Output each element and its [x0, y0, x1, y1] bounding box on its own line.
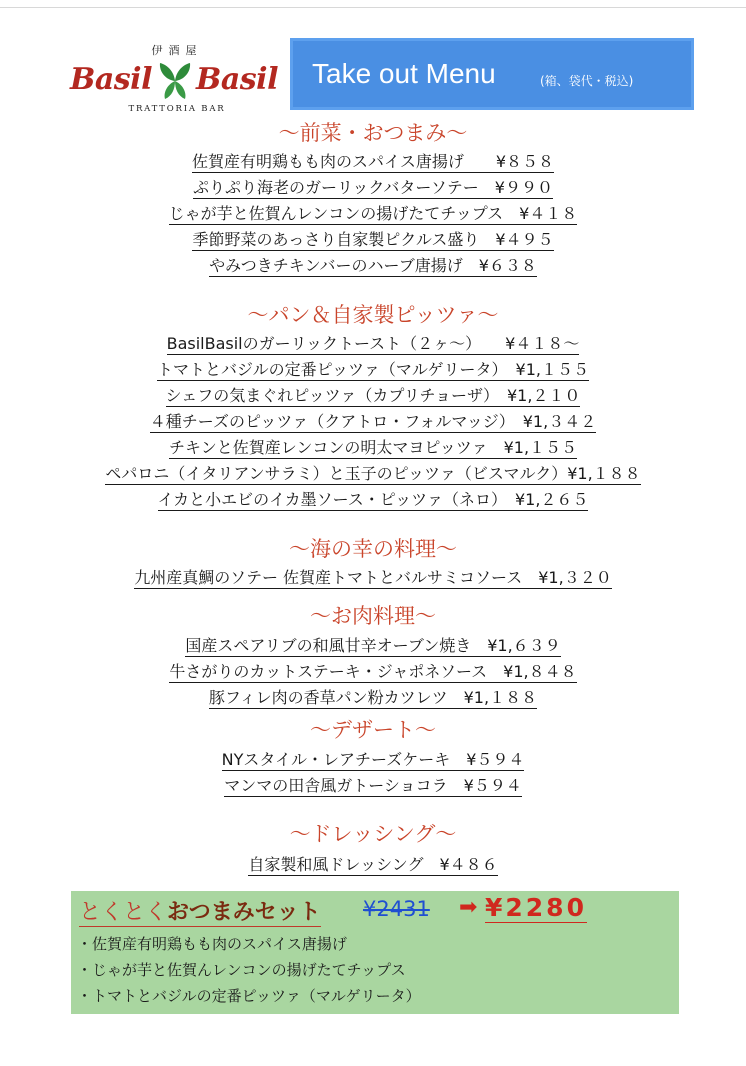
menu-item: 佐賀産有明鶏もも肉のスパイス唐揚げ ¥８５８ [191, 152, 555, 171]
logo-bottom-text: TRATTORIA BAR [128, 104, 226, 114]
menu-item: トマトとバジルの定番ピッツァ（マルゲリータ） ¥1,１５５ [157, 360, 589, 379]
section-items-appetizers [0, 150, 746, 280]
section-items-dressing [0, 853, 746, 879]
snack-set-box [71, 891, 679, 1014]
menu-item: ペパロニ（イタリアンサラミ）と玉子のピッツァ（ビスマルク）¥1,１８８ [105, 464, 641, 483]
section-heading-dessert: 〜デザート〜 [310, 718, 436, 742]
set-title [79, 895, 321, 927]
logo-top-text: 伊酒屋 [151, 44, 203, 57]
section-heading-appetizers: 〜前菜・おつまみ〜 [278, 121, 468, 145]
menu-item: 国産スペアリブの和風甘辛オーブン焼き ¥1,６３９ [185, 636, 561, 655]
section-heading-seafood: 〜海の幸の料理〜 [289, 537, 457, 561]
menu-item: シェフの気まぐれピッツァ（カプリチョーザ） ¥1,２１０ [165, 386, 581, 405]
restaurant-logo [66, 40, 288, 120]
menu-item: イカと小エビのイカ墨ソース・ピッツァ（ネロ） ¥1,２６５ [157, 490, 589, 509]
menu-title: Take out Menu [312, 58, 496, 89]
menu-item: マンマの田舎風ガトーショコラ ¥５９４ [224, 776, 522, 795]
top-divider [0, 7, 746, 8]
section-items-meat [0, 634, 746, 712]
logo-name-left: Basil [70, 62, 152, 97]
menu-item: NYスタイル・レアチーズケーキ ¥５９４ [221, 750, 525, 769]
menu-item: チキンと佐賀産レンコンの明太マヨピッツァ ¥1,１５５ [168, 438, 578, 457]
menu-item: 豚フィレ肉の香草パン粉カツレツ ¥1,１８８ [208, 688, 538, 707]
set-title-main: おつまみセット [167, 900, 321, 925]
menu-item: じゃが芋と佐賀んレンコンの揚げたてチップス ¥４１８ [168, 204, 578, 223]
section-heading-meat: 〜お肉料理〜 [310, 604, 436, 628]
menu-title-note: (箱、袋代・税込) [540, 74, 634, 88]
set-item: ・トマトとバジルの定番ピッツァ（マルゲリータ） [77, 987, 421, 1005]
menu-item: 季節野菜のあっさり自家製ピクルス盛り ¥４９５ [192, 230, 554, 249]
set-item-list [77, 931, 421, 1009]
set-item: ・じゃが芋と佐賀んレンコンの揚げたてチップス [77, 961, 406, 979]
menu-item: ４種チーズのピッツァ（クアトロ・フォルマッジ） ¥1,３４２ [149, 412, 597, 431]
section-items-seafood [0, 566, 746, 592]
menu-item: 牛さがりのカットステーキ・ジャポネソース ¥1,８４８ [169, 662, 577, 681]
basil-leaf-icon [156, 60, 194, 100]
set-new-price: ¥2280 [485, 893, 587, 922]
set-old-price: ¥2431 [363, 897, 430, 921]
menu-item: BasilBasilのガーリックトースト（２ヶ〜） ¥４１８〜 [166, 334, 580, 353]
logo-name-right: Basil [196, 62, 278, 97]
menu-item: ぷりぷり海老のガーリックバターソテー ¥９９０ [193, 178, 553, 197]
menu-item: やみつきチキンバーのハーブ唐揚げ ¥６３８ [209, 256, 537, 275]
menu-item: 九州産真鯛のソテー 佐賀産トマトとバルサミコソース ¥1,３２０ [134, 568, 612, 587]
section-items-pizza [0, 332, 746, 514]
right-arrow-icon: ➡ [459, 895, 478, 920]
menu-item: 自家製和風ドレッシング ¥４８６ [248, 855, 498, 874]
set-item: ・佐賀産有明鶏もも肉のスパイス唐揚げ [77, 935, 347, 953]
section-heading-pizza: 〜パン＆自家製ピッツァ〜 [247, 303, 499, 327]
section-heading-dressing: 〜ドレッシング〜 [289, 822, 457, 846]
title-banner [290, 38, 694, 110]
set-title-prefix: とくとく [79, 900, 168, 925]
section-items-dessert [0, 748, 746, 800]
